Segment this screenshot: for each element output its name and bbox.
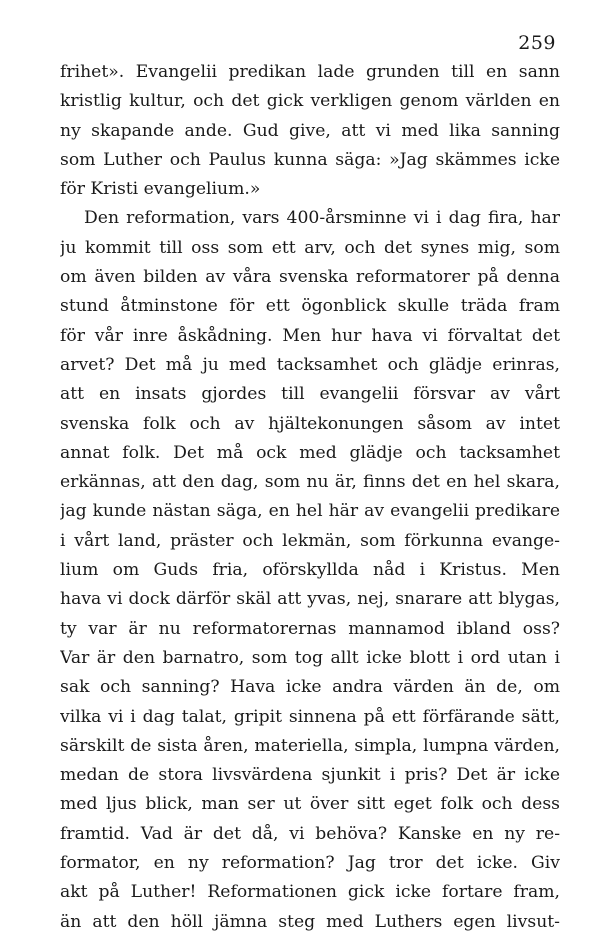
text-line: särskilt de sista åren, materiella, simpla, lumpna värden, bbox=[60, 735, 560, 756]
text-line: sak och sanning? Hava icke andra värden än de, om bbox=[60, 677, 560, 698]
text-line: ju kommit till oss som ett arv, och det synes mig, som bbox=[60, 237, 560, 258]
text-line: lium om Guds fria, oförskyllda nåd i Kristus. Men bbox=[60, 560, 560, 581]
text-line: för vår inre åskådning. Men hur hava vi förvaltat det bbox=[60, 325, 560, 346]
paragraph-end-line: för Kristi evangelium.» bbox=[60, 179, 261, 200]
text-line: i vårt land, präster och lekmän, som förkunna evange- bbox=[60, 530, 560, 551]
text-line: akt på Luther! Reformationen gick icke fortare fram, bbox=[60, 882, 560, 903]
text-line: frihet». Evangelii predikan lade grunden till en sann bbox=[60, 62, 560, 82]
text-line: vilka vi i dag talat, gripit sinnena på ett förfärande sätt, bbox=[60, 706, 560, 727]
text-line: Var är den barnatro, som tog allt icke blott i ord utan i bbox=[60, 647, 560, 668]
page-number: 259 bbox=[518, 32, 556, 54]
text-line: ny skapande ande. Gud give, att vi med lika sanning bbox=[60, 120, 560, 141]
text-line: stund åtminstone för ett ögonblick skulle träda fram bbox=[60, 296, 560, 317]
body-text bbox=[60, 58, 560, 937]
text-line: om även bilden av våra svenska reformatorer på denna bbox=[60, 267, 560, 288]
text-line: svenska folk och av hjältekonungen såsom av intet bbox=[60, 413, 560, 434]
text-line: formator, en ny reformation? Jag tror det icke. Giv bbox=[60, 853, 560, 874]
text-line: arvet? Det må ju med tacksamhet och glädje erinras, bbox=[60, 354, 560, 375]
text-line: medan de stora livsvärdena sjunkit i pris? Det är icke bbox=[60, 765, 560, 786]
text-line: ty var är nu reformatorernas mannamod ibland oss? bbox=[60, 618, 560, 639]
text-line: jag kunde nästan säga, en hel här av evangelii predikare bbox=[60, 501, 560, 522]
text-line: som Luther och Paulus kunna säga: »Jag skämmes icke bbox=[60, 149, 560, 170]
text-line: kristlig kultur, och det gick verkligen genom världen en bbox=[60, 91, 560, 112]
text-line: annat folk. Det må ock med glädje och tacksamhet bbox=[60, 442, 560, 463]
text-line: att en insats gjordes till evangelii försvar av vårt bbox=[60, 384, 560, 405]
text-line: erkännas, att den dag, som nu är, finns det en hel skara, bbox=[60, 472, 560, 493]
text-line: med ljus blick, man ser ut över sitt eget folk och dess bbox=[60, 794, 560, 815]
text-line: än att den höll jämna steg med Luthers egen livsut- bbox=[60, 911, 560, 932]
paragraph-start-line: Den reformation, vars 400-årsminne vi i dag fira, har bbox=[84, 208, 560, 229]
text-line: hava vi dock därför skäl att yvas, nej, snarare att blygas, bbox=[60, 589, 560, 610]
text-line: framtid. Vad är det då, vi behöva? Kanske en ny re- bbox=[60, 823, 560, 844]
